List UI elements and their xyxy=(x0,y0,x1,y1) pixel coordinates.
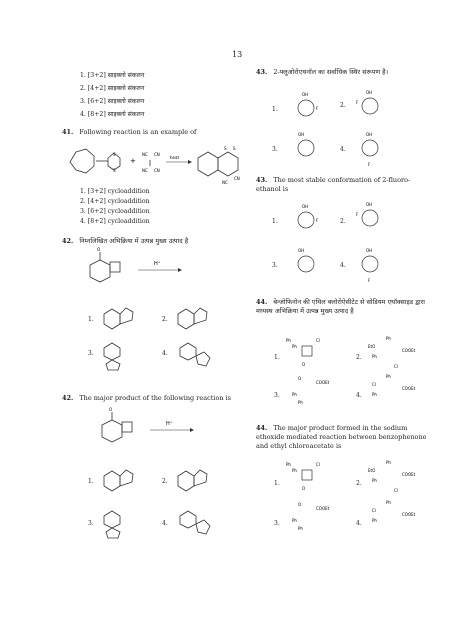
q42h-opt4-label: 4. xyxy=(162,350,168,357)
svg-text:H⁺: H⁺ xyxy=(166,421,173,427)
q43-newman-1 xyxy=(288,200,324,240)
svg-text:CN: CN xyxy=(154,168,160,173)
q42-option-3-structure xyxy=(100,506,140,540)
q44h-option-2-structure xyxy=(366,334,436,374)
q43-opt2-label: 2. xyxy=(340,218,346,225)
q44h-option-1-structure xyxy=(284,334,344,370)
svg-text:F: F xyxy=(356,212,359,217)
svg-text:COOEt: COOEt xyxy=(402,386,416,391)
q42h-opt3-label: 3. xyxy=(88,350,94,357)
svg-text:OH: OH xyxy=(302,204,309,209)
q44-opt4-label: 4. xyxy=(356,520,362,527)
q42-question: 42. The major product of the following reaction is xyxy=(62,394,232,402)
svg-text:OH: OH xyxy=(366,90,373,95)
svg-text:O: O xyxy=(298,376,302,381)
svg-text:CN: CN xyxy=(234,176,240,181)
svg-text:Cl: Cl xyxy=(372,508,376,513)
q43-hindi-question: 43. 2-फ्लुओरोएथनॉल का सर्वाधिक स्थिर संरूपण है। xyxy=(256,68,389,76)
svg-text:S: S xyxy=(113,152,116,157)
svg-text:EtO: EtO xyxy=(368,344,376,349)
svg-text:EtO: EtO xyxy=(368,468,376,473)
q43h-newman-1 xyxy=(288,88,324,128)
q41-option-3: 3. [6+2] cycloaddition xyxy=(80,208,150,215)
q41-option-1: 1. [3+2] cycloaddition xyxy=(80,188,150,195)
svg-text:Cl: Cl xyxy=(316,338,320,343)
svg-text:O: O xyxy=(109,407,113,412)
svg-text:Ph: Ph xyxy=(386,460,391,465)
q41-hindi-option-1: 1. [3+2] साइक्लो संकलन xyxy=(80,72,145,79)
svg-text:OH: OH xyxy=(366,248,373,253)
svg-text:NC: NC xyxy=(142,152,148,157)
q44-opt1-label: 1. xyxy=(274,480,280,487)
svg-text:Ph: Ph xyxy=(298,400,303,405)
q44h-opt2-label: 2. xyxy=(356,354,362,361)
svg-text:F: F xyxy=(316,218,319,223)
q44-opt2-label: 2. xyxy=(356,480,362,487)
q42-opt4-label: 4. xyxy=(162,520,168,527)
q43h-opt4-label: 4. xyxy=(340,146,346,153)
svg-text:OH: OH xyxy=(298,248,305,253)
q41-reaction-scheme xyxy=(62,140,242,190)
q41-hindi-option-3: 3. [6+2] साइक्लो संकलन xyxy=(80,98,145,105)
q41-hindi-option-4: 4. [8+2] साइक्लो संकलन xyxy=(80,111,145,118)
svg-text:Ph: Ph xyxy=(292,518,297,523)
q43-newman-2 xyxy=(352,198,388,238)
page-number: 13 xyxy=(232,50,243,59)
q43h-newman-4 xyxy=(352,128,388,168)
svg-text:O: O xyxy=(302,362,306,367)
q43h-opt1-label: 1. xyxy=(272,106,278,113)
svg-text:O: O xyxy=(298,502,302,507)
q42-hindi-question: 42. निम्नलिखित अभिक्रिया में उत्पन्न मुख्य उत्पाद है xyxy=(62,237,189,245)
q43h-newman-3 xyxy=(288,128,324,168)
svg-text:Ph: Ph xyxy=(386,336,391,341)
q43-newman-3 xyxy=(288,244,324,284)
svg-text:O: O xyxy=(302,486,306,491)
q42h-option-4-structure xyxy=(174,338,214,370)
svg-text:Cl: Cl xyxy=(394,488,398,493)
svg-text:COOEt: COOEt xyxy=(402,512,416,517)
q42-option-2-structure xyxy=(174,462,214,494)
svg-text:COOEt: COOEt xyxy=(316,506,330,511)
svg-text:Ph: Ph xyxy=(372,392,377,397)
svg-text:NC: NC xyxy=(142,168,148,173)
q42-hindi-reaction xyxy=(78,247,208,295)
q41-option-4: 4. [8+2] cycloaddition xyxy=(80,218,150,225)
q44h-opt3-label: 3. xyxy=(274,392,280,399)
q44-opt3-label: 3. xyxy=(274,520,280,527)
q44h-option-3-structure xyxy=(284,374,344,410)
svg-text:F: F xyxy=(368,162,371,167)
q44h-opt4-label: 4. xyxy=(356,392,362,399)
q44-hindi-question: 44. बेन्जोफिनोन की एथिल क्लोरोऐसीटेट से सोडियम एथॉक्साइड द्वारा मध्यस्थ अभिक्रिया में उत्पन्न मुख्य उत्पाद है xyxy=(256,298,425,315)
q42-opt3-label: 3. xyxy=(88,520,94,527)
svg-text:COOEt: COOEt xyxy=(402,348,416,353)
q44-option-4-structure xyxy=(366,498,436,538)
q43-newman-4 xyxy=(352,244,388,284)
svg-text:S: S xyxy=(113,168,116,173)
q43h-newman-2 xyxy=(352,86,388,126)
q44h-opt1-label: 1. xyxy=(274,354,280,361)
svg-text:Ph: Ph xyxy=(372,354,377,359)
q43-opt3-label: 3. xyxy=(272,262,278,269)
svg-text:O: O xyxy=(97,247,101,252)
svg-text:+: + xyxy=(130,157,136,165)
svg-text:F: F xyxy=(368,278,371,283)
q44-option-2-structure xyxy=(366,458,436,498)
q44-option-1-structure xyxy=(284,458,344,494)
svg-text:H⁺: H⁺ xyxy=(154,261,161,267)
q42h-opt2-label: 2. xyxy=(162,316,168,323)
svg-text:Ph: Ph xyxy=(292,468,297,473)
svg-text:Cl: Cl xyxy=(372,382,376,387)
q42h-option-3-structure xyxy=(100,338,140,370)
svg-text:Ph: Ph xyxy=(372,518,377,523)
svg-text:Cl: Cl xyxy=(394,364,398,369)
svg-text:S: S xyxy=(233,146,236,151)
svg-text:OH: OH xyxy=(302,92,309,97)
q42h-opt1-label: 1. xyxy=(88,316,94,323)
q43h-opt3-label: 3. xyxy=(272,146,278,153)
svg-text:Ph: Ph xyxy=(286,338,291,343)
q41-option-2: 2. [4+2] cycloaddition xyxy=(80,198,150,205)
heat-label: heat xyxy=(170,155,180,160)
svg-text:F: F xyxy=(356,100,359,105)
q41-hindi-option-2: 2. [4+2] साइक्लो संकलन xyxy=(80,85,145,92)
q43-opt4-label: 4. xyxy=(340,262,346,269)
svg-text:Ph: Ph xyxy=(372,478,377,483)
q43h-opt2-label: 2. xyxy=(340,102,346,109)
svg-text:OH: OH xyxy=(366,132,373,137)
q42-option-1-structure xyxy=(100,462,140,494)
q42-opt1-label: 1. xyxy=(88,478,94,485)
q42h-option-1-structure xyxy=(100,300,140,332)
svg-text:CN: CN xyxy=(154,152,160,157)
svg-text:Ph: Ph xyxy=(292,392,297,397)
svg-text:Ph: Ph xyxy=(386,500,391,505)
svg-text:COOEt: COOEt xyxy=(402,472,416,477)
svg-text:Ph: Ph xyxy=(292,344,297,349)
q43-question: 43. The most stable conformation of 2-fluoro-ethanol is xyxy=(256,176,411,193)
q44-option-3-structure xyxy=(284,500,344,536)
svg-text:Cl: Cl xyxy=(316,462,320,467)
svg-text:COOEt: COOEt xyxy=(316,380,330,385)
svg-text:Ph: Ph xyxy=(386,374,391,379)
svg-text:Ph: Ph xyxy=(286,462,291,467)
svg-text:OH: OH xyxy=(298,132,305,137)
svg-text:Ph: Ph xyxy=(298,526,303,531)
svg-text:S: S xyxy=(224,146,227,151)
q42-option-4-structure xyxy=(174,506,214,540)
svg-text:OH: OH xyxy=(366,202,373,207)
q44h-option-4-structure xyxy=(366,372,436,412)
q44-question: 44. The major product formed in the sodium ethoxide mediated reaction between benzophenone and ethyl chloroacetate is xyxy=(256,424,427,450)
q41-question: 41. Following reaction is an example of xyxy=(62,128,197,136)
svg-text:NC: NC xyxy=(222,180,228,185)
q43-opt1-label: 1. xyxy=(272,218,278,225)
q42-reaction xyxy=(90,407,220,455)
svg-text:F: F xyxy=(316,106,319,111)
q42-opt2-label: 2. xyxy=(162,478,168,485)
q42h-option-2-structure xyxy=(174,300,214,332)
